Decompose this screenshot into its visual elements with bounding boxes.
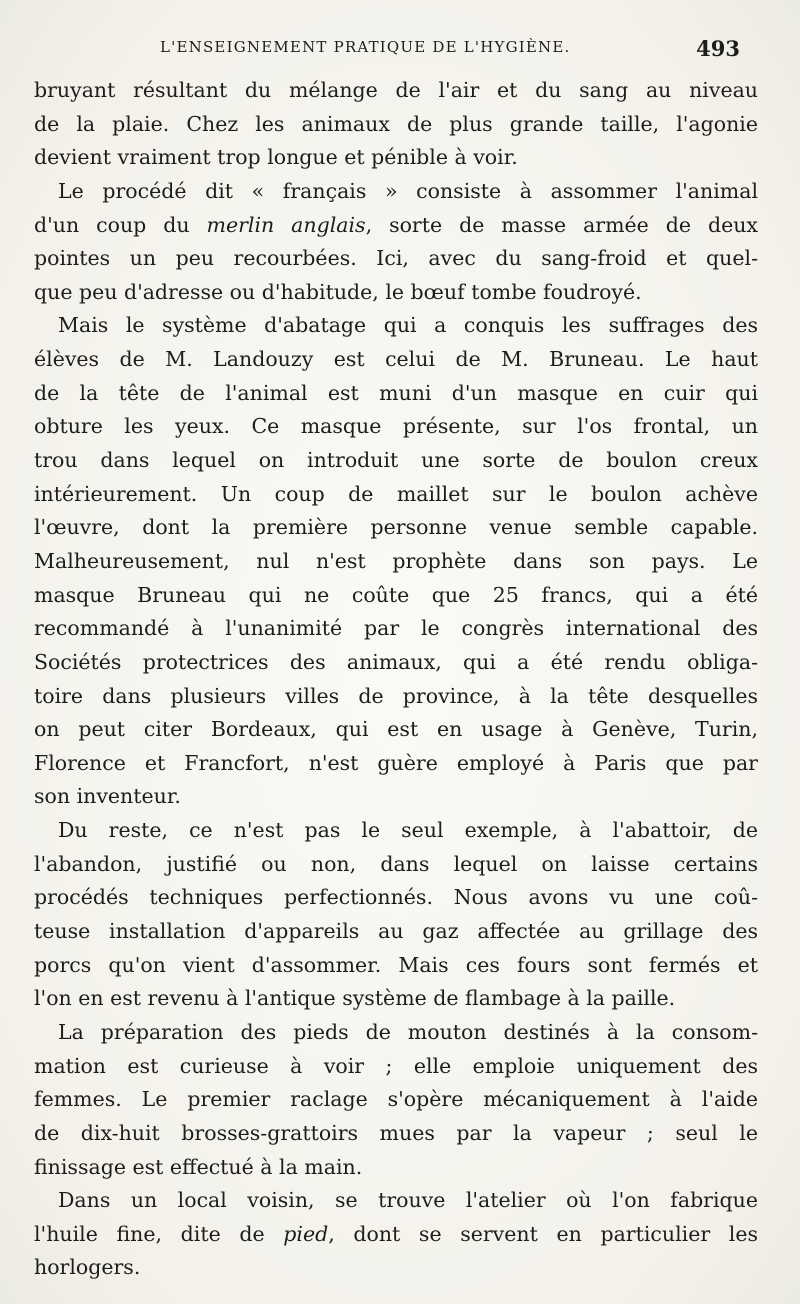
text-line: intérieurement. Un coup de maillet sur le boulon achève <box>34 481 758 506</box>
text-line: élèves de M. Landouzy est celui de M. Bruneau. Le haut <box>34 347 758 372</box>
text-fragment: , sorte de masse armée de deux <box>365 212 758 237</box>
text-line: l'on en est revenu à l'antique système de flambage à la paille. <box>34 986 676 1011</box>
text-line: Florence et Francfort, n'est guère employé à Paris que par <box>34 750 758 775</box>
page-number: 493 <box>696 36 740 61</box>
text-line <box>34 1218 758 1252</box>
text-line: pointes un peu recourbées. Ici, avec du sang-froid et quel- <box>34 246 758 271</box>
text-line: finissage est effectué à la main. <box>34 1154 363 1179</box>
text-line: toire dans plusieurs villes de province, à la tête desquelles <box>34 683 758 708</box>
text-line: teuse installation d'appareils au gaz affectée au grillage des <box>34 919 758 944</box>
text-line: son inventeur. <box>34 784 181 809</box>
body-text <box>34 74 758 1285</box>
text-line <box>34 209 758 243</box>
text-line: Mais le système d'abatage qui a conquis les suffrages des <box>58 313 758 338</box>
page-header <box>160 36 740 66</box>
text-line: masque Bruneau qui ne coûte que 25 francs, qui a été <box>34 582 758 607</box>
text-line: trou dans lequel on introduit une sorte de boulon creux <box>34 448 758 473</box>
text-line: bruyant résultant du mélange de l'air et du sang au niveau <box>34 78 758 102</box>
italic-term: pied <box>283 1221 329 1246</box>
text-fragment: l'huile fine, dite de <box>34 1221 284 1246</box>
text-line: Malheureusement, nul n'est prophète dans son pays. Le <box>34 548 758 573</box>
text-line: de la plaie. Chez les animaux de plus grande taille, l'agonie <box>34 111 758 136</box>
text-line: Sociétés protectrices des animaux, qui a été rendu obliga- <box>34 649 758 674</box>
text-line: procédés techniques perfectionnés. Nous avons vu une coû- <box>34 885 758 910</box>
text-fragment: , dont se servent en particulier les <box>328 1221 758 1246</box>
text-fragment: d'un coup du <box>34 212 207 237</box>
text-line: recommandé à l'unanimité par le congrès international des <box>34 616 758 641</box>
text-line: obture les yeux. Ce masque présente, sur l'os frontal, un <box>34 414 758 439</box>
text-line: horlogers. <box>34 1255 141 1280</box>
running-title: L'ENSEIGNEMENT PRATIQUE DE L'HYGIÈNE. <box>160 38 571 56</box>
text-line: l'œuvre, dont la première personne venue semble capable. <box>34 515 758 540</box>
text-line: Dans un local voisin, se trouve l'atelier où l'on fabrique <box>58 1188 758 1213</box>
text-line: l'abandon, justifié ou non, dans lequel on laisse certains <box>34 851 758 876</box>
italic-term: merlin anglais <box>206 212 366 237</box>
text-line: Le procédé dit « français » consiste à assommer l'animal <box>58 178 758 203</box>
text-line: femmes. Le premier raclage s'opère mécaniquement à l'aide <box>34 1087 758 1112</box>
text-line: devient vraiment trop longue et pénible à voir. <box>34 145 518 170</box>
text-line: mation est curieuse à voir ; elle emploie uniquement des <box>34 1053 758 1078</box>
text-line: porcs qu'on vient d'assommer. Mais ces fours sont fermés et <box>34 952 758 977</box>
text-line: que peu d'adresse ou d'habitude, le bœuf tombe foudroyé. <box>34 279 642 304</box>
text-line: de dix-huit brosses-grattoirs mues par la vapeur ; seul le <box>34 1120 758 1145</box>
text-line: Du reste, ce n'est pas le seul exemple, à l'abattoir, de <box>58 818 758 843</box>
text-line: La préparation des pieds de mouton destinés à la consom- <box>58 1019 758 1044</box>
text-line: de la tête de l'animal est muni d'un masque en cuir qui <box>34 380 758 405</box>
text-line: on peut citer Bordeaux, qui est en usage à Genève, Turin, <box>34 717 758 742</box>
